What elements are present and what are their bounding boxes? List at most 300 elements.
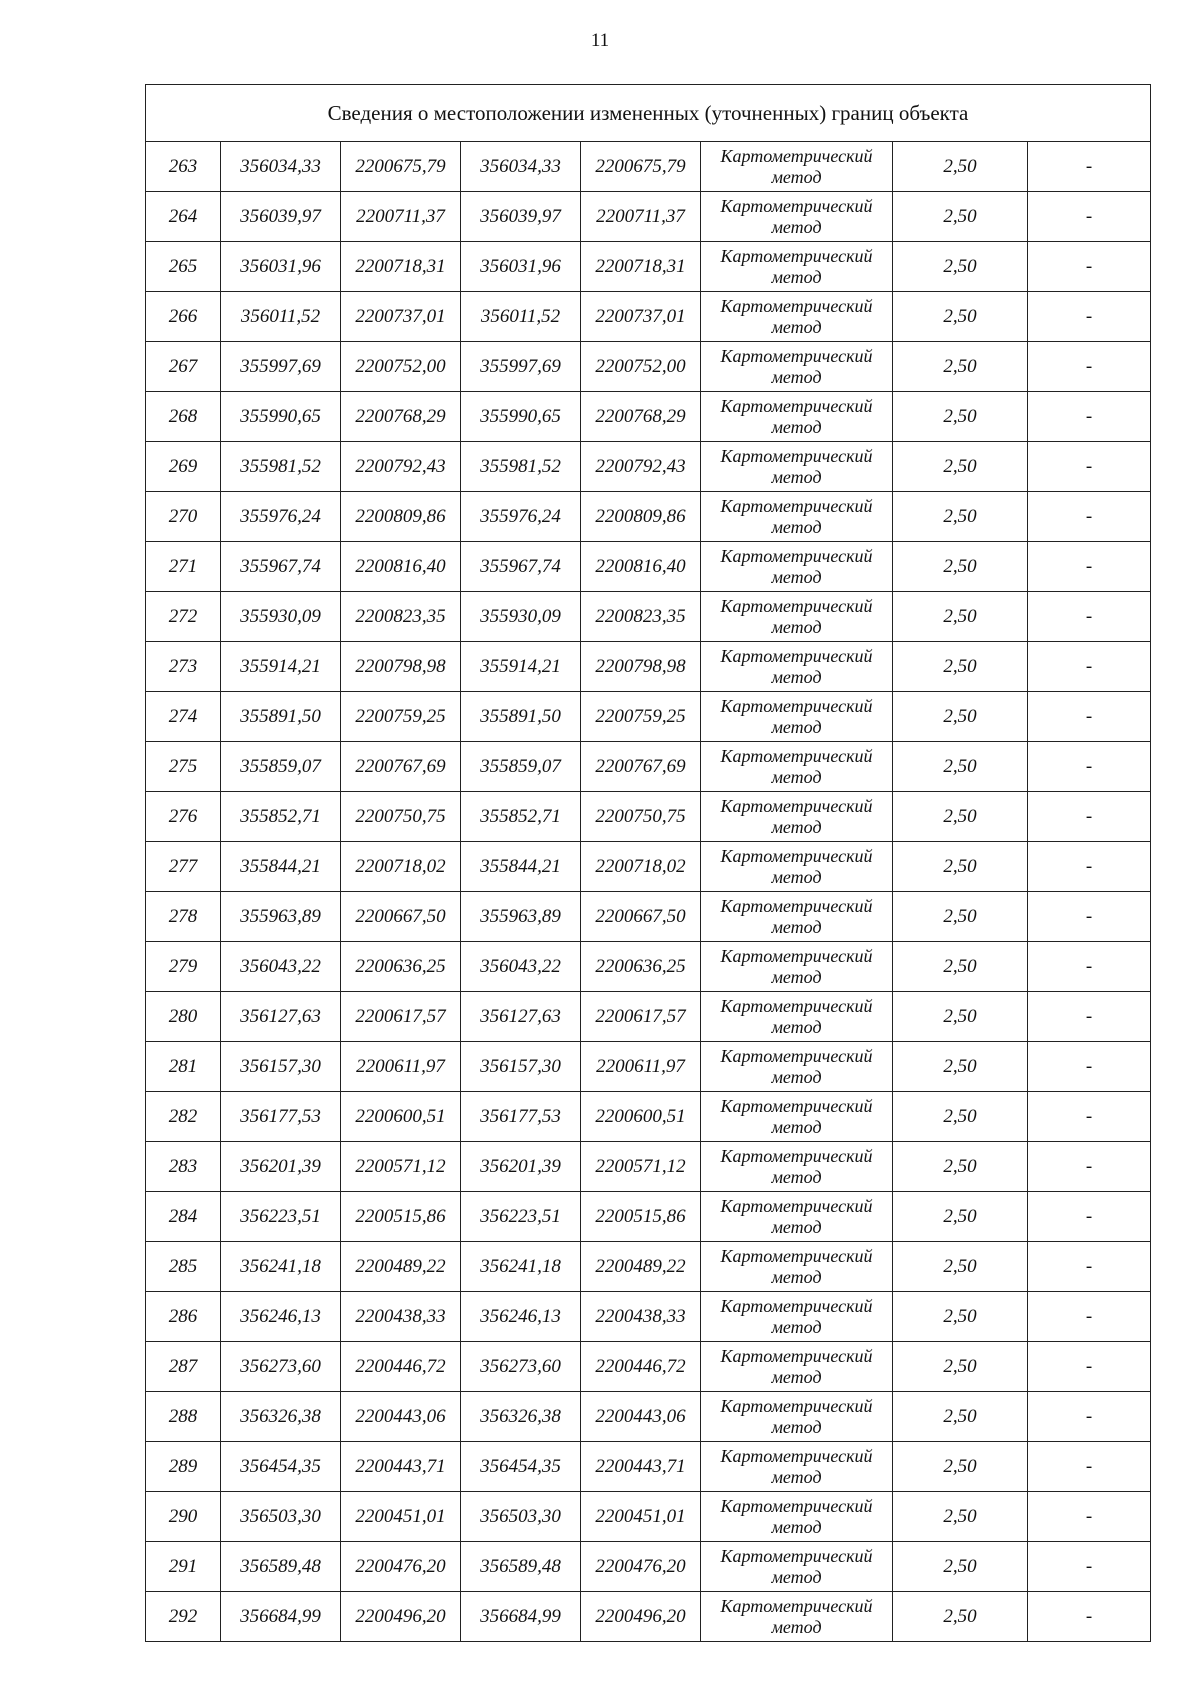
point-number-cell: 284	[146, 1192, 221, 1242]
method-line-1: Картометрический	[720, 1595, 873, 1616]
existing-x-cell: 356326,38	[221, 1392, 341, 1442]
table-row	[146, 1592, 1151, 1642]
accuracy-cell: 2,50	[893, 1342, 1028, 1392]
existing-x-cell: 356454,35	[221, 1442, 341, 1492]
existing-y-cell: 2200476,20	[341, 1542, 461, 1592]
table-row	[146, 492, 1151, 542]
method-line-1: Картометрический	[720, 195, 873, 216]
table-row	[146, 542, 1151, 592]
refined-y-cell: 2200446,72	[581, 1342, 701, 1392]
refined-y-cell: 2200759,25	[581, 692, 701, 742]
table-row	[146, 842, 1151, 892]
note-cell: -	[1028, 1292, 1151, 1342]
accuracy-cell: 2,50	[893, 292, 1028, 342]
table-row	[146, 292, 1151, 342]
table-row	[146, 142, 1151, 192]
refined-x-cell: 356201,39	[461, 1142, 581, 1192]
point-number-cell: 266	[146, 292, 221, 342]
method-cell	[701, 792, 893, 842]
point-number-cell: 289	[146, 1442, 221, 1492]
page-number: 11	[590, 30, 610, 51]
table-row	[146, 242, 1151, 292]
method-line-1: Картометрический	[720, 345, 873, 366]
method-cell	[701, 942, 893, 992]
existing-x-cell: 356223,51	[221, 1192, 341, 1242]
method-line-2: метод	[771, 1416, 822, 1437]
table-row	[146, 342, 1151, 392]
table-row	[146, 1042, 1151, 1092]
method-line-1: Картометрический	[720, 495, 873, 516]
method-line-2: метод	[771, 466, 822, 487]
accuracy-cell: 2,50	[893, 442, 1028, 492]
refined-y-cell: 2200816,40	[581, 542, 701, 592]
existing-x-cell: 356273,60	[221, 1342, 341, 1392]
accuracy-cell: 2,50	[893, 1492, 1028, 1542]
existing-y-cell: 2200711,37	[341, 192, 461, 242]
point-number-cell: 269	[146, 442, 221, 492]
note-cell: -	[1028, 1592, 1151, 1642]
existing-x-cell: 355997,69	[221, 342, 341, 392]
existing-y-cell: 2200675,79	[341, 142, 461, 192]
point-number-cell: 264	[146, 192, 221, 242]
method-cell	[701, 1092, 893, 1142]
refined-y-cell: 2200750,75	[581, 792, 701, 842]
refined-y-cell: 2200611,97	[581, 1042, 701, 1092]
note-cell: -	[1028, 1192, 1151, 1242]
existing-x-cell: 356241,18	[221, 1242, 341, 1292]
existing-y-cell: 2200667,50	[341, 892, 461, 942]
existing-y-cell: 2200617,57	[341, 992, 461, 1042]
table-row	[146, 992, 1151, 1042]
table-row	[146, 1092, 1151, 1142]
existing-y-cell: 2200759,25	[341, 692, 461, 742]
existing-x-cell: 355914,21	[221, 642, 341, 692]
point-number-cell: 271	[146, 542, 221, 592]
method-cell	[701, 142, 893, 192]
refined-x-cell: 356127,63	[461, 992, 581, 1042]
refined-y-cell: 2200496,20	[581, 1592, 701, 1642]
method-line-1: Картометрический	[720, 945, 873, 966]
method-line-2: метод	[771, 316, 822, 337]
point-number-cell: 285	[146, 1242, 221, 1292]
accuracy-cell: 2,50	[893, 1542, 1028, 1592]
method-line-1: Картометрический	[720, 445, 873, 466]
method-line-1: Картометрический	[720, 295, 873, 316]
existing-y-cell: 2200737,01	[341, 292, 461, 342]
refined-x-cell: 355990,65	[461, 392, 581, 442]
method-cell	[701, 342, 893, 392]
note-cell: -	[1028, 1542, 1151, 1592]
refined-y-cell: 2200737,01	[581, 292, 701, 342]
table-row	[146, 642, 1151, 692]
refined-y-cell: 2200636,25	[581, 942, 701, 992]
accuracy-cell: 2,50	[893, 1442, 1028, 1492]
refined-x-cell: 355997,69	[461, 342, 581, 392]
point-number-cell: 267	[146, 342, 221, 392]
refined-x-cell: 355981,52	[461, 442, 581, 492]
method-line-2: метод	[771, 216, 822, 237]
method-cell	[701, 992, 893, 1042]
accuracy-cell: 2,50	[893, 742, 1028, 792]
existing-y-cell: 2200767,69	[341, 742, 461, 792]
method-cell	[701, 292, 893, 342]
existing-y-cell: 2200718,02	[341, 842, 461, 892]
existing-x-cell: 356246,13	[221, 1292, 341, 1342]
note-cell: -	[1028, 1392, 1151, 1442]
existing-x-cell: 355976,24	[221, 492, 341, 542]
existing-x-cell: 355844,21	[221, 842, 341, 892]
existing-y-cell: 2200446,72	[341, 1342, 461, 1392]
existing-x-cell: 356011,52	[221, 292, 341, 342]
table-title: Сведения о местоположении измененных (уточненных) границ объекта	[146, 85, 1151, 142]
point-number-cell: 287	[146, 1342, 221, 1392]
accuracy-cell: 2,50	[893, 842, 1028, 892]
method-line-1: Картометрический	[720, 1045, 873, 1066]
table-body	[146, 142, 1151, 1642]
table-row	[146, 1392, 1151, 1442]
method-cell	[701, 492, 893, 542]
existing-x-cell: 356177,53	[221, 1092, 341, 1142]
refined-x-cell: 356246,13	[461, 1292, 581, 1342]
table-row	[146, 592, 1151, 642]
accuracy-cell: 2,50	[893, 692, 1028, 742]
refined-x-cell: 355976,24	[461, 492, 581, 542]
method-line-2: метод	[771, 1066, 822, 1087]
existing-y-cell: 2200798,98	[341, 642, 461, 692]
existing-x-cell: 355859,07	[221, 742, 341, 792]
existing-y-cell: 2200443,71	[341, 1442, 461, 1492]
accuracy-cell: 2,50	[893, 592, 1028, 642]
refined-x-cell: 356589,48	[461, 1542, 581, 1592]
point-number-cell: 291	[146, 1542, 221, 1592]
table-row	[146, 1342, 1151, 1392]
method-cell	[701, 1342, 893, 1392]
point-number-cell: 286	[146, 1292, 221, 1342]
method-cell	[701, 442, 893, 492]
existing-y-cell: 2200496,20	[341, 1592, 461, 1642]
method-line-2: метод	[771, 566, 822, 587]
method-line-2: метод	[771, 1516, 822, 1537]
existing-x-cell: 356043,22	[221, 942, 341, 992]
accuracy-cell: 2,50	[893, 1392, 1028, 1442]
existing-y-cell: 2200750,75	[341, 792, 461, 842]
refined-y-cell: 2200600,51	[581, 1092, 701, 1142]
point-number-cell: 290	[146, 1492, 221, 1542]
method-line-2: метод	[771, 916, 822, 937]
existing-x-cell: 356684,99	[221, 1592, 341, 1642]
existing-y-cell: 2200752,00	[341, 342, 461, 392]
point-number-cell: 280	[146, 992, 221, 1042]
method-cell	[701, 592, 893, 642]
existing-y-cell: 2200611,97	[341, 1042, 461, 1092]
note-cell: -	[1028, 642, 1151, 692]
table-row	[146, 892, 1151, 942]
refined-y-cell: 2200798,98	[581, 642, 701, 692]
refined-y-cell: 2200809,86	[581, 492, 701, 542]
accuracy-cell: 2,50	[893, 1242, 1028, 1292]
refined-x-cell: 356034,33	[461, 142, 581, 192]
existing-x-cell: 356201,39	[221, 1142, 341, 1192]
method-line-1: Картометрический	[720, 695, 873, 716]
existing-y-cell: 2200438,33	[341, 1292, 461, 1342]
method-line-1: Картометрический	[720, 245, 873, 266]
note-cell: -	[1028, 992, 1151, 1042]
table-row	[146, 742, 1151, 792]
note-cell: -	[1028, 1442, 1151, 1492]
note-cell: -	[1028, 792, 1151, 842]
refined-x-cell: 355930,09	[461, 592, 581, 642]
refined-y-cell: 2200617,57	[581, 992, 701, 1042]
existing-y-cell: 2200489,22	[341, 1242, 461, 1292]
accuracy-cell: 2,50	[893, 242, 1028, 292]
table-row	[146, 692, 1151, 742]
method-line-2: метод	[771, 1116, 822, 1137]
accuracy-cell: 2,50	[893, 142, 1028, 192]
accuracy-cell: 2,50	[893, 1042, 1028, 1092]
refined-y-cell: 2200718,31	[581, 242, 701, 292]
method-cell	[701, 1442, 893, 1492]
method-cell	[701, 642, 893, 692]
method-line-1: Картометрический	[720, 1295, 873, 1316]
method-line-1: Картометрический	[720, 1495, 873, 1516]
existing-x-cell: 356157,30	[221, 1042, 341, 1092]
method-cell	[701, 1142, 893, 1192]
refined-y-cell: 2200571,12	[581, 1142, 701, 1192]
boundary-coordinates-table	[145, 84, 1151, 1642]
existing-x-cell: 356503,30	[221, 1492, 341, 1542]
existing-x-cell: 355930,09	[221, 592, 341, 642]
refined-y-cell: 2200443,71	[581, 1442, 701, 1492]
refined-x-cell: 356043,22	[461, 942, 581, 992]
refined-y-cell: 2200443,06	[581, 1392, 701, 1442]
point-number-cell: 276	[146, 792, 221, 842]
method-cell	[701, 1042, 893, 1092]
existing-x-cell: 355891,50	[221, 692, 341, 742]
note-cell: -	[1028, 142, 1151, 192]
existing-x-cell: 355981,52	[221, 442, 341, 492]
method-line-1: Картометрический	[720, 895, 873, 916]
method-line-1: Картометрический	[720, 795, 873, 816]
existing-y-cell: 2200515,86	[341, 1192, 461, 1242]
accuracy-cell: 2,50	[893, 1192, 1028, 1242]
method-line-2: метод	[771, 616, 822, 637]
point-number-cell: 288	[146, 1392, 221, 1442]
note-cell: -	[1028, 292, 1151, 342]
accuracy-cell: 2,50	[893, 392, 1028, 442]
accuracy-cell: 2,50	[893, 342, 1028, 392]
existing-y-cell: 2200636,25	[341, 942, 461, 992]
table-title-row	[146, 85, 1151, 142]
existing-y-cell: 2200792,43	[341, 442, 461, 492]
method-line-1: Картометрический	[720, 845, 873, 866]
method-line-1: Картометрический	[720, 1195, 873, 1216]
method-line-1: Картометрический	[720, 1245, 873, 1266]
method-cell	[701, 1592, 893, 1642]
refined-y-cell: 2200489,22	[581, 1242, 701, 1292]
method-cell	[701, 742, 893, 792]
note-cell: -	[1028, 1492, 1151, 1542]
table-row	[146, 1142, 1151, 1192]
method-line-2: метод	[771, 1316, 822, 1337]
refined-y-cell: 2200767,69	[581, 742, 701, 792]
note-cell: -	[1028, 1342, 1151, 1392]
refined-y-cell: 2200792,43	[581, 442, 701, 492]
refined-x-cell: 355914,21	[461, 642, 581, 692]
method-line-2: метод	[771, 1016, 822, 1037]
note-cell: -	[1028, 1042, 1151, 1092]
accuracy-cell: 2,50	[893, 1292, 1028, 1342]
note-cell: -	[1028, 742, 1151, 792]
method-line-2: метод	[771, 866, 822, 887]
table-row	[146, 1292, 1151, 1342]
method-line-1: Картометрический	[720, 1545, 873, 1566]
accuracy-cell: 2,50	[893, 942, 1028, 992]
method-line-2: метод	[771, 716, 822, 737]
refined-x-cell: 356503,30	[461, 1492, 581, 1542]
method-line-1: Картометрический	[720, 645, 873, 666]
existing-x-cell: 356031,96	[221, 242, 341, 292]
refined-y-cell: 2200675,79	[581, 142, 701, 192]
existing-y-cell: 2200823,35	[341, 592, 461, 642]
existing-y-cell: 2200816,40	[341, 542, 461, 592]
point-number-cell: 281	[146, 1042, 221, 1092]
refined-y-cell: 2200438,33	[581, 1292, 701, 1342]
method-cell	[701, 892, 893, 942]
method-cell	[701, 1242, 893, 1292]
point-number-cell: 272	[146, 592, 221, 642]
point-number-cell: 279	[146, 942, 221, 992]
method-line-2: метод	[771, 816, 822, 837]
note-cell: -	[1028, 542, 1151, 592]
method-line-1: Картометрический	[720, 745, 873, 766]
existing-x-cell: 355967,74	[221, 542, 341, 592]
method-cell	[701, 542, 893, 592]
method-cell	[701, 692, 893, 742]
method-cell	[701, 242, 893, 292]
point-number-cell: 268	[146, 392, 221, 442]
accuracy-cell: 2,50	[893, 542, 1028, 592]
method-line-2: метод	[771, 516, 822, 537]
note-cell: -	[1028, 242, 1151, 292]
refined-x-cell: 355967,74	[461, 542, 581, 592]
method-cell	[701, 1192, 893, 1242]
table-row	[146, 1542, 1151, 1592]
note-cell: -	[1028, 342, 1151, 392]
point-number-cell: 277	[146, 842, 221, 892]
refined-x-cell: 355852,71	[461, 792, 581, 842]
point-number-cell: 274	[146, 692, 221, 742]
refined-y-cell: 2200451,01	[581, 1492, 701, 1542]
table-row	[146, 1192, 1151, 1242]
accuracy-cell: 2,50	[893, 192, 1028, 242]
refined-x-cell: 355891,50	[461, 692, 581, 742]
method-cell	[701, 392, 893, 442]
point-number-cell: 275	[146, 742, 221, 792]
table-row	[146, 192, 1151, 242]
method-line-2: метод	[771, 1366, 822, 1387]
existing-y-cell: 2200718,31	[341, 242, 461, 292]
method-line-1: Картометрический	[720, 1095, 873, 1116]
note-cell: -	[1028, 1242, 1151, 1292]
refined-x-cell: 356273,60	[461, 1342, 581, 1392]
note-cell: -	[1028, 892, 1151, 942]
accuracy-cell: 2,50	[893, 1092, 1028, 1142]
table-row	[146, 392, 1151, 442]
accuracy-cell: 2,50	[893, 992, 1028, 1042]
method-line-1: Картометрический	[720, 395, 873, 416]
refined-y-cell: 2200711,37	[581, 192, 701, 242]
method-line-2: метод	[771, 966, 822, 987]
method-cell	[701, 1292, 893, 1342]
table-row	[146, 442, 1151, 492]
point-number-cell: 278	[146, 892, 221, 942]
accuracy-cell: 2,50	[893, 1142, 1028, 1192]
point-number-cell: 273	[146, 642, 221, 692]
method-cell	[701, 1392, 893, 1442]
table-row	[146, 942, 1151, 992]
refined-x-cell: 356031,96	[461, 242, 581, 292]
existing-x-cell: 356127,63	[221, 992, 341, 1042]
refined-x-cell: 356454,35	[461, 1442, 581, 1492]
method-cell	[701, 192, 893, 242]
point-number-cell: 270	[146, 492, 221, 542]
note-cell: -	[1028, 942, 1151, 992]
existing-x-cell: 355963,89	[221, 892, 341, 942]
accuracy-cell: 2,50	[893, 492, 1028, 542]
refined-x-cell: 355844,21	[461, 842, 581, 892]
refined-x-cell: 356326,38	[461, 1392, 581, 1442]
existing-x-cell: 355852,71	[221, 792, 341, 842]
accuracy-cell: 2,50	[893, 642, 1028, 692]
existing-x-cell: 356589,48	[221, 1542, 341, 1592]
note-cell: -	[1028, 492, 1151, 542]
accuracy-cell: 2,50	[893, 892, 1028, 942]
note-cell: -	[1028, 692, 1151, 742]
note-cell: -	[1028, 842, 1151, 892]
note-cell: -	[1028, 392, 1151, 442]
existing-x-cell: 356034,33	[221, 142, 341, 192]
refined-y-cell: 2200667,50	[581, 892, 701, 942]
existing-x-cell: 356039,97	[221, 192, 341, 242]
method-line-1: Картометрический	[720, 145, 873, 166]
point-number-cell: 283	[146, 1142, 221, 1192]
method-line-2: метод	[771, 1616, 822, 1637]
refined-y-cell: 2200718,02	[581, 842, 701, 892]
refined-y-cell: 2200823,35	[581, 592, 701, 642]
method-cell	[701, 842, 893, 892]
method-line-2: метод	[771, 366, 822, 387]
refined-x-cell: 356039,97	[461, 192, 581, 242]
refined-x-cell: 356223,51	[461, 1192, 581, 1242]
method-line-1: Картометрический	[720, 595, 873, 616]
refined-x-cell: 356684,99	[461, 1592, 581, 1642]
refined-y-cell: 2200768,29	[581, 392, 701, 442]
method-line-2: метод	[771, 1216, 822, 1237]
method-line-1: Картометрический	[720, 545, 873, 566]
refined-y-cell: 2200515,86	[581, 1192, 701, 1242]
method-line-2: метод	[771, 166, 822, 187]
point-number-cell: 263	[146, 142, 221, 192]
point-number-cell: 292	[146, 1592, 221, 1642]
method-line-2: метод	[771, 266, 822, 287]
table-row	[146, 792, 1151, 842]
method-line-2: метод	[771, 1166, 822, 1187]
existing-y-cell: 2200451,01	[341, 1492, 461, 1542]
method-line-2: метод	[771, 666, 822, 687]
note-cell: -	[1028, 592, 1151, 642]
method-line-2: метод	[771, 766, 822, 787]
existing-y-cell: 2200571,12	[341, 1142, 461, 1192]
